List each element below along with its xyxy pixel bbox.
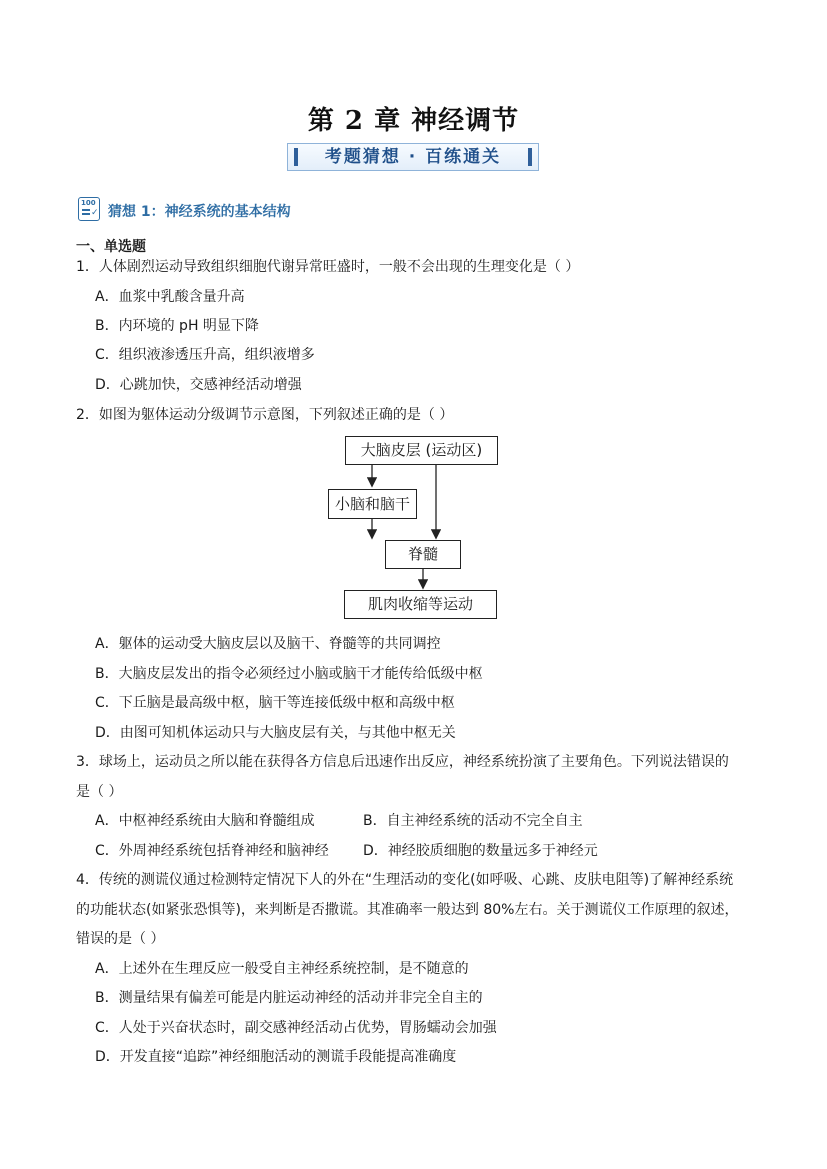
quiz-icon-number: 100 [81,199,96,207]
question-3-option-a: A．中枢神经系统由大脑和脊髓组成 [95,813,315,829]
question-3-option-d: D．神经胶质细胞的数量远多于神经元 [363,843,598,859]
question-3-option-b: B．自主神经系统的活动不完全自主 [363,813,583,829]
question-2-option-d: D．由图可知机体运动只与大脑皮层有关，与其他中枢无关 [95,725,456,741]
question-2-option-c: C．下丘脑是最高级中枢，脑干等连接低级中枢和高级中枢 [95,695,455,711]
question-1-option-b: B．内环境的 pH 明显下降 [95,318,259,334]
question-1-option-c: C．组织液渗透压升高，组织液增多 [95,347,315,363]
question-4-stem-line-2: 的功能状态(如紧张恐惧等)，来判断是否撒谎。其准确率一般达到 80%左右。关于测谎仪工作原理的叙述， [76,902,739,918]
question-4-option-a: A．上述外在生理反应一般受自主神经系统控制，是不随意的 [95,961,469,977]
quiz-icon: 100 ✓ [78,197,100,221]
page-title: 第 2 章 神经调节 [307,106,520,136]
question-4-option-c: C．人处于兴奋状态时，副交感神经活动占优势，胃肠蠕动会加强 [95,1020,497,1036]
diagram-box-muscle: 肌肉收缩等运动 [344,590,497,619]
question-2-option-a: A．躯体的运动受大脑皮层以及脑干、脊髓等的共同调控 [95,636,441,652]
question-4-stem-line-1: 4．传统的测谎仪通过检测特定情况下人的外在“生理活动的变化(如呼吸、心跳、皮肤电阻等)了解神经系统 [76,872,734,888]
question-3-stem-line-1: 3．球场上，运动员之所以能在获得各方信息后迅速作出反应，神经系统扮演了主要角色。下列说法错误的 [76,754,729,770]
diagram-box-cortex: 大脑皮层 (运动区) [345,436,498,465]
question-3-option-c: C．外周神经系统包括脊神经和脑神经 [95,843,329,859]
banner-text: 考题猜想 · 百练通关 [324,147,502,167]
question-type-heading: 一、单选题 [76,239,146,255]
question-1-option-a: A．血浆中乳酸含量升高 [95,289,245,305]
question-1-stem: 1．人体剧烈运动导致组织细胞代谢异常旺盛时，一般不会出现的生理变化是（ ） [76,259,580,275]
question-3-stem-line-2: 是（ ） [76,784,123,800]
question-4-option-d: D．开发直接“追踪”神经细胞活动的测谎手段能提高准确度 [95,1049,457,1065]
question-2-stem: 2．如图为躯体运动分级调节示意图，下列叙述正确的是（ ） [76,407,454,423]
question-4-stem-line-3: 错误的是（ ） [76,931,165,947]
question-1-option-d: D．心跳加快，交感神经活动增强 [95,377,302,393]
question-2-option-b: B．大脑皮层发出的指令必须经过小脑或脑干才能传给低级中枢 [95,666,483,682]
section-title: 猜想 1：神经系统的基本结构 [108,204,291,220]
diagram-box-cerebellum: 小脑和脑干 [328,489,417,519]
question-4-option-b: B．测量结果有偏差可能是内脏运动神经的活动并非完全自主的 [95,990,483,1006]
diagram-box-spinal-cord: 脊髓 [385,540,461,569]
